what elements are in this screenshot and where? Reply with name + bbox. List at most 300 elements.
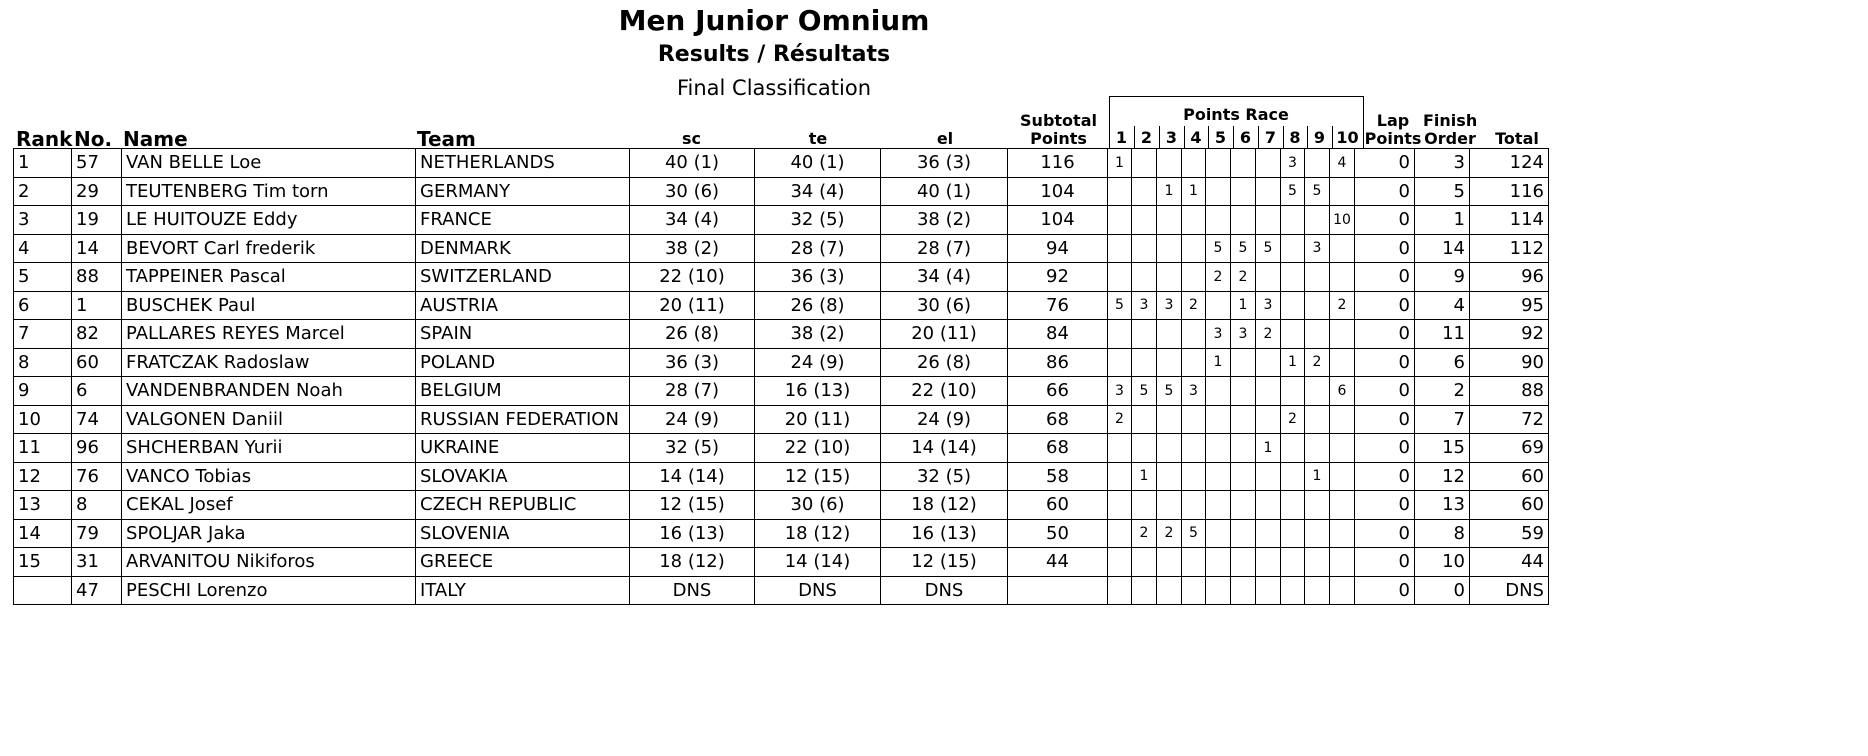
- cell-lap-points: 0: [1355, 548, 1415, 577]
- cell-no: 8: [72, 491, 122, 520]
- cell-sprint-7: [1256, 149, 1281, 178]
- header-el: el: [936, 129, 954, 148]
- cell-finish-order: 2: [1415, 377, 1470, 406]
- cell-sprint-5: 1: [1206, 348, 1231, 377]
- cell-rank: 7: [14, 320, 72, 349]
- cell-rank: 9: [14, 377, 72, 406]
- header-subtotal-line1: Subtotal: [1020, 111, 1097, 130]
- cell-name: PESCHI Lorenzo: [122, 576, 416, 605]
- cell-sprint-1: [1108, 491, 1132, 520]
- cell-lap-points: 0: [1355, 405, 1415, 434]
- sprint-divider: [1283, 126, 1284, 148]
- cell-te: 16 (13): [755, 377, 881, 406]
- cell-sc: DNS: [630, 576, 755, 605]
- table-row: [14, 320, 1549, 349]
- cell-sprint-7: [1256, 519, 1281, 548]
- cell-team: BELGIUM: [416, 377, 630, 406]
- cell-team: AUSTRIA: [416, 291, 630, 320]
- cell-name: CEKAL Josef: [122, 491, 416, 520]
- cell-finish-order: 3: [1415, 149, 1470, 178]
- cell-lap-points: 0: [1355, 434, 1415, 463]
- cell-sprint-7: [1256, 462, 1281, 491]
- cell-sprint-6: [1231, 405, 1256, 434]
- cell-lap-points: 0: [1355, 491, 1415, 520]
- cell-sprint-9: [1305, 519, 1330, 548]
- cell-sprint-9: 5: [1305, 177, 1330, 206]
- cell-name: VALGONEN Daniil: [122, 405, 416, 434]
- cell-sprint-10: 4: [1330, 149, 1355, 178]
- header-sprint-5: 5: [1214, 128, 1227, 147]
- cell-subtotal: 66: [1008, 377, 1108, 406]
- cell-sprint-4: [1182, 263, 1206, 292]
- cell-sprint-9: 3: [1305, 234, 1330, 263]
- cell-sprint-7: 3: [1256, 291, 1281, 320]
- cell-no: 29: [72, 177, 122, 206]
- cell-team: GREECE: [416, 548, 630, 577]
- header-te: te: [808, 129, 828, 148]
- cell-name: BEVORT Carl frederik: [122, 234, 416, 263]
- cell-subtotal: 84: [1008, 320, 1108, 349]
- cell-te: 40 (1): [755, 149, 881, 178]
- cell-sprint-5: [1206, 377, 1231, 406]
- cell-finish-order: 14: [1415, 234, 1470, 263]
- cell-sprint-7: 5: [1256, 234, 1281, 263]
- sprint-divider: [1134, 126, 1135, 148]
- cell-el: 16 (13): [881, 519, 1008, 548]
- cell-te: DNS: [755, 576, 881, 605]
- cell-team: SPAIN: [416, 320, 630, 349]
- header-name: Name: [123, 127, 188, 151]
- cell-el: 34 (4): [881, 263, 1008, 292]
- cell-sprint-7: [1256, 206, 1281, 235]
- cell-lap-points: 0: [1355, 206, 1415, 235]
- cell-el: 22 (10): [881, 377, 1008, 406]
- header-rank: Rank: [16, 127, 73, 151]
- cell-sprint-4: [1182, 348, 1206, 377]
- cell-subtotal: 94: [1008, 234, 1108, 263]
- cell-sprint-1: [1108, 462, 1132, 491]
- cell-sprint-10: [1330, 519, 1355, 548]
- table-row: [14, 519, 1549, 548]
- cell-sprint-10: [1330, 348, 1355, 377]
- cell-te: 14 (14): [755, 548, 881, 577]
- page-title: Men Junior Omnium: [618, 4, 930, 37]
- cell-sprint-10: [1330, 462, 1355, 491]
- cell-sprint-1: [1108, 206, 1132, 235]
- cell-sc: 34 (4): [630, 206, 755, 235]
- cell-rank: 11: [14, 434, 72, 463]
- cell-sprint-2: [1132, 491, 1157, 520]
- table-row: [14, 548, 1549, 577]
- cell-te: 32 (5): [755, 206, 881, 235]
- cell-sprint-8: [1281, 576, 1305, 605]
- cell-name: SPOLJAR Jaka: [122, 519, 416, 548]
- cell-sprint-10: [1330, 177, 1355, 206]
- cell-sprint-3: [1157, 462, 1182, 491]
- cell-total: 59: [1470, 519, 1549, 548]
- cell-finish-order: 15: [1415, 434, 1470, 463]
- cell-no: 76: [72, 462, 122, 491]
- cell-sprint-4: [1182, 234, 1206, 263]
- cell-sprint-1: [1108, 320, 1132, 349]
- header-lap-points: [1363, 112, 1423, 148]
- cell-sprint-6: [1231, 462, 1256, 491]
- cell-sprint-4: 3: [1182, 377, 1206, 406]
- header-no: No.: [74, 127, 113, 151]
- header-lap-line2: Points: [1364, 129, 1422, 148]
- cell-sprint-5: 5: [1206, 234, 1231, 263]
- cell-rank: 6: [14, 291, 72, 320]
- cell-te: 28 (7): [755, 234, 881, 263]
- cell-sprint-4: [1182, 462, 1206, 491]
- cell-team: RUSSIAN FEDERATION: [416, 405, 630, 434]
- header-subtotal: [1009, 112, 1108, 148]
- cell-no: 82: [72, 320, 122, 349]
- cell-te: 26 (8): [755, 291, 881, 320]
- cell-sprint-2: [1132, 206, 1157, 235]
- cell-rank: [14, 576, 72, 605]
- cell-total: 96: [1470, 263, 1549, 292]
- cell-sprint-3: [1157, 263, 1182, 292]
- cell-name: TEUTENBERG Tim torn: [122, 177, 416, 206]
- header-sprint-2: 2: [1140, 128, 1153, 147]
- cell-sc: 14 (14): [630, 462, 755, 491]
- header-finish-order: [1423, 112, 1477, 148]
- cell-sprint-9: [1305, 405, 1330, 434]
- cell-subtotal: 58: [1008, 462, 1108, 491]
- cell-sprint-10: [1330, 434, 1355, 463]
- cell-sprint-5: [1206, 519, 1231, 548]
- cell-el: 18 (12): [881, 491, 1008, 520]
- cell-te: 18 (12): [755, 519, 881, 548]
- cell-sprint-9: 1: [1305, 462, 1330, 491]
- cell-sprint-8: [1281, 519, 1305, 548]
- cell-sprint-10: [1330, 548, 1355, 577]
- cell-rank: 5: [14, 263, 72, 292]
- cell-sprint-8: [1281, 491, 1305, 520]
- cell-sprint-10: 2: [1330, 291, 1355, 320]
- cell-rank: 4: [14, 234, 72, 263]
- cell-el: 28 (7): [881, 234, 1008, 263]
- cell-sc: 26 (8): [630, 320, 755, 349]
- cell-subtotal: 50: [1008, 519, 1108, 548]
- cell-name: SHCHERBAN Yurii: [122, 434, 416, 463]
- cell-sprint-2: [1132, 320, 1157, 349]
- table-row: [14, 291, 1549, 320]
- cell-team: DENMARK: [416, 234, 630, 263]
- table-row: [14, 206, 1549, 235]
- cell-el: 24 (9): [881, 405, 1008, 434]
- cell-sc: 24 (9): [630, 405, 755, 434]
- cell-total: 60: [1470, 491, 1549, 520]
- cell-sc: 28 (7): [630, 377, 755, 406]
- cell-el: 32 (5): [881, 462, 1008, 491]
- cell-sprint-3: [1157, 576, 1182, 605]
- cell-sprint-7: [1256, 377, 1281, 406]
- cell-rank: 14: [14, 519, 72, 548]
- cell-sprint-3: 2: [1157, 519, 1182, 548]
- cell-sprint-3: [1157, 405, 1182, 434]
- cell-team: ITALY: [416, 576, 630, 605]
- header-total: Total: [1495, 129, 1539, 148]
- header-team: Team: [417, 127, 476, 151]
- cell-sc: 18 (12): [630, 548, 755, 577]
- header-sprint-4: 4: [1190, 128, 1202, 147]
- cell-sprint-2: 2: [1132, 519, 1157, 548]
- table-row: [14, 263, 1549, 292]
- cell-lap-points: 0: [1355, 263, 1415, 292]
- cell-sprint-8: 3: [1281, 149, 1305, 178]
- cell-sprint-5: [1206, 462, 1231, 491]
- cell-sprint-4: [1182, 149, 1206, 178]
- cell-sprint-3: [1157, 149, 1182, 178]
- cell-no: 96: [72, 434, 122, 463]
- header-finish-line2: Order: [1424, 129, 1476, 148]
- cell-lap-points: 0: [1355, 519, 1415, 548]
- cell-team: SWITZERLAND: [416, 263, 630, 292]
- cell-total: 44: [1470, 548, 1549, 577]
- cell-no: 19: [72, 206, 122, 235]
- cell-lap-points: 0: [1355, 462, 1415, 491]
- cell-sc: 38 (2): [630, 234, 755, 263]
- cell-total: 90: [1470, 348, 1549, 377]
- cell-team: POLAND: [416, 348, 630, 377]
- cell-sprint-3: 3: [1157, 291, 1182, 320]
- cell-name: PALLARES REYES Marcel: [122, 320, 416, 349]
- cell-te: 24 (9): [755, 348, 881, 377]
- table-row: [14, 434, 1549, 463]
- cell-sc: 16 (13): [630, 519, 755, 548]
- cell-sprint-4: 5: [1182, 519, 1206, 548]
- cell-sprint-1: [1108, 548, 1132, 577]
- cell-subtotal: 76: [1008, 291, 1108, 320]
- cell-sprint-2: [1132, 405, 1157, 434]
- cell-sc: 22 (10): [630, 263, 755, 292]
- cell-sprint-8: [1281, 263, 1305, 292]
- sprint-divider: [1233, 126, 1234, 148]
- cell-el: 36 (3): [881, 149, 1008, 178]
- cell-total: 124: [1470, 149, 1549, 178]
- cell-finish-order: 11: [1415, 320, 1470, 349]
- cell-te: 38 (2): [755, 320, 881, 349]
- cell-sprint-1: 5: [1108, 291, 1132, 320]
- cell-sprint-10: [1330, 263, 1355, 292]
- cell-sprint-1: 1: [1108, 149, 1132, 178]
- results-table: [13, 148, 1549, 605]
- cell-sprint-7: [1256, 263, 1281, 292]
- cell-sprint-8: [1281, 377, 1305, 406]
- cell-finish-order: 10: [1415, 548, 1470, 577]
- cell-sprint-6: 2: [1231, 263, 1256, 292]
- cell-sprint-9: [1305, 491, 1330, 520]
- cell-sc: 32 (5): [630, 434, 755, 463]
- cell-sprint-3: [1157, 491, 1182, 520]
- cell-sprint-8: [1281, 548, 1305, 577]
- cell-sprint-10: [1330, 234, 1355, 263]
- cell-sprint-2: 5: [1132, 377, 1157, 406]
- cell-lap-points: 0: [1355, 348, 1415, 377]
- cell-rank: 15: [14, 548, 72, 577]
- sprint-divider: [1184, 126, 1185, 148]
- cell-total: 72: [1470, 405, 1549, 434]
- cell-sprint-9: [1305, 291, 1330, 320]
- cell-sprint-2: [1132, 576, 1157, 605]
- cell-sprint-6: [1231, 177, 1256, 206]
- cell-sprint-4: 1: [1182, 177, 1206, 206]
- cell-sc: 36 (3): [630, 348, 755, 377]
- cell-lap-points: 0: [1355, 149, 1415, 178]
- cell-rank: 10: [14, 405, 72, 434]
- cell-sc: 30 (6): [630, 177, 755, 206]
- cell-subtotal: [1008, 576, 1108, 605]
- cell-sprint-1: 3: [1108, 377, 1132, 406]
- cell-no: 14: [72, 234, 122, 263]
- table-row: [14, 462, 1549, 491]
- cell-sprint-5: [1206, 576, 1231, 605]
- cell-rank: 12: [14, 462, 72, 491]
- header-points-race: Points Race: [1183, 105, 1289, 124]
- table-row: [14, 377, 1549, 406]
- cell-sprint-7: [1256, 491, 1281, 520]
- cell-subtotal: 116: [1008, 149, 1108, 178]
- cell-finish-order: 1: [1415, 206, 1470, 235]
- sprint-divider: [1159, 126, 1160, 148]
- cell-sprint-8: [1281, 291, 1305, 320]
- cell-el: 20 (11): [881, 320, 1008, 349]
- cell-sprint-8: 2: [1281, 405, 1305, 434]
- cell-sprint-8: [1281, 434, 1305, 463]
- cell-finish-order: 4: [1415, 291, 1470, 320]
- cell-sprint-8: [1281, 206, 1305, 235]
- cell-sprint-1: [1108, 434, 1132, 463]
- sprint-divider: [1208, 126, 1209, 148]
- cell-sprint-3: [1157, 206, 1182, 235]
- cell-sprint-7: [1256, 405, 1281, 434]
- cell-sprint-3: [1157, 234, 1182, 263]
- sprint-divider: [1307, 126, 1308, 148]
- header-sprint-3: 3: [1165, 128, 1178, 147]
- cell-sprint-7: 2: [1256, 320, 1281, 349]
- cell-el: 12 (15): [881, 548, 1008, 577]
- header-sprint-9: 9: [1313, 128, 1326, 147]
- cell-sprint-8: [1281, 234, 1305, 263]
- cell-sprint-2: [1132, 348, 1157, 377]
- cell-name: ARVANITOU Nikiforos: [122, 548, 416, 577]
- cell-te: 30 (6): [755, 491, 881, 520]
- cell-lap-points: 0: [1355, 320, 1415, 349]
- cell-sprint-6: [1231, 348, 1256, 377]
- table-row: [14, 149, 1549, 178]
- sprint-divider: [1258, 126, 1259, 148]
- cell-sprint-5: [1206, 491, 1231, 520]
- cell-sc: 20 (11): [630, 291, 755, 320]
- cell-sprint-2: [1132, 234, 1157, 263]
- cell-total: 95: [1470, 291, 1549, 320]
- cell-no: 60: [72, 348, 122, 377]
- cell-el: DNS: [881, 576, 1008, 605]
- cell-sprint-4: [1182, 206, 1206, 235]
- cell-sprint-5: 2: [1206, 263, 1231, 292]
- cell-sprint-10: [1330, 320, 1355, 349]
- cell-name: LE HUITOUZE Eddy: [122, 206, 416, 235]
- cell-sprint-3: 1: [1157, 177, 1182, 206]
- cell-rank: 8: [14, 348, 72, 377]
- header-sprint-1: 1: [1115, 128, 1128, 147]
- cell-sprint-6: [1231, 519, 1256, 548]
- table-row: [14, 491, 1549, 520]
- cell-subtotal: 86: [1008, 348, 1108, 377]
- cell-sprint-3: [1157, 548, 1182, 577]
- header-finish-line1: Finish: [1423, 111, 1478, 130]
- cell-sprint-6: 3: [1231, 320, 1256, 349]
- cell-te: 12 (15): [755, 462, 881, 491]
- cell-el: 30 (6): [881, 291, 1008, 320]
- cell-sprint-3: 5: [1157, 377, 1182, 406]
- table-row: [14, 348, 1549, 377]
- cell-sprint-9: [1305, 548, 1330, 577]
- cell-sprint-5: [1206, 291, 1231, 320]
- cell-te: 22 (10): [755, 434, 881, 463]
- page-subtitle: Results / Résultats: [657, 42, 891, 67]
- cell-el: 40 (1): [881, 177, 1008, 206]
- cell-sprint-7: [1256, 348, 1281, 377]
- cell-team: SLOVENIA: [416, 519, 630, 548]
- cell-sprint-5: 3: [1206, 320, 1231, 349]
- cell-sprint-1: [1108, 263, 1132, 292]
- cell-team: NETHERLANDS: [416, 149, 630, 178]
- cell-el: 38 (2): [881, 206, 1008, 235]
- cell-team: CZECH REPUBLIC: [416, 491, 630, 520]
- cell-sprint-5: [1206, 405, 1231, 434]
- cell-sprint-5: [1206, 434, 1231, 463]
- cell-sprint-4: [1182, 434, 1206, 463]
- cell-no: 88: [72, 263, 122, 292]
- table-row: [14, 234, 1549, 263]
- cell-lap-points: 0: [1355, 576, 1415, 605]
- cell-sprint-6: [1231, 491, 1256, 520]
- cell-sprint-9: [1305, 377, 1330, 406]
- cell-sprint-3: [1157, 434, 1182, 463]
- cell-sprint-4: [1182, 576, 1206, 605]
- cell-subtotal: 68: [1008, 405, 1108, 434]
- cell-sprint-5: [1206, 206, 1231, 235]
- cell-sprint-1: [1108, 348, 1132, 377]
- cell-sprint-6: 5: [1231, 234, 1256, 263]
- cell-no: 74: [72, 405, 122, 434]
- cell-name: BUSCHEK Paul: [122, 291, 416, 320]
- cell-sprint-6: [1231, 206, 1256, 235]
- cell-subtotal: 68: [1008, 434, 1108, 463]
- cell-sprint-1: [1108, 519, 1132, 548]
- cell-sprint-6: [1231, 548, 1256, 577]
- cell-sprint-2: [1132, 548, 1157, 577]
- header-sprint-10: 10: [1336, 128, 1359, 147]
- cell-name: VANDENBRANDEN Noah: [122, 377, 416, 406]
- cell-sprint-9: [1305, 206, 1330, 235]
- cell-finish-order: 5: [1415, 177, 1470, 206]
- cell-sprint-6: [1231, 434, 1256, 463]
- cell-sprint-9: [1305, 263, 1330, 292]
- cell-sprint-6: [1231, 149, 1256, 178]
- sprint-divider: [1332, 126, 1333, 148]
- cell-sprint-2: [1132, 434, 1157, 463]
- cell-sprint-7: [1256, 548, 1281, 577]
- table-row: [14, 576, 1549, 605]
- cell-sprint-3: [1157, 320, 1182, 349]
- cell-sprint-9: [1305, 434, 1330, 463]
- cell-no: 57: [72, 149, 122, 178]
- cell-name: TAPPEINER Pascal: [122, 263, 416, 292]
